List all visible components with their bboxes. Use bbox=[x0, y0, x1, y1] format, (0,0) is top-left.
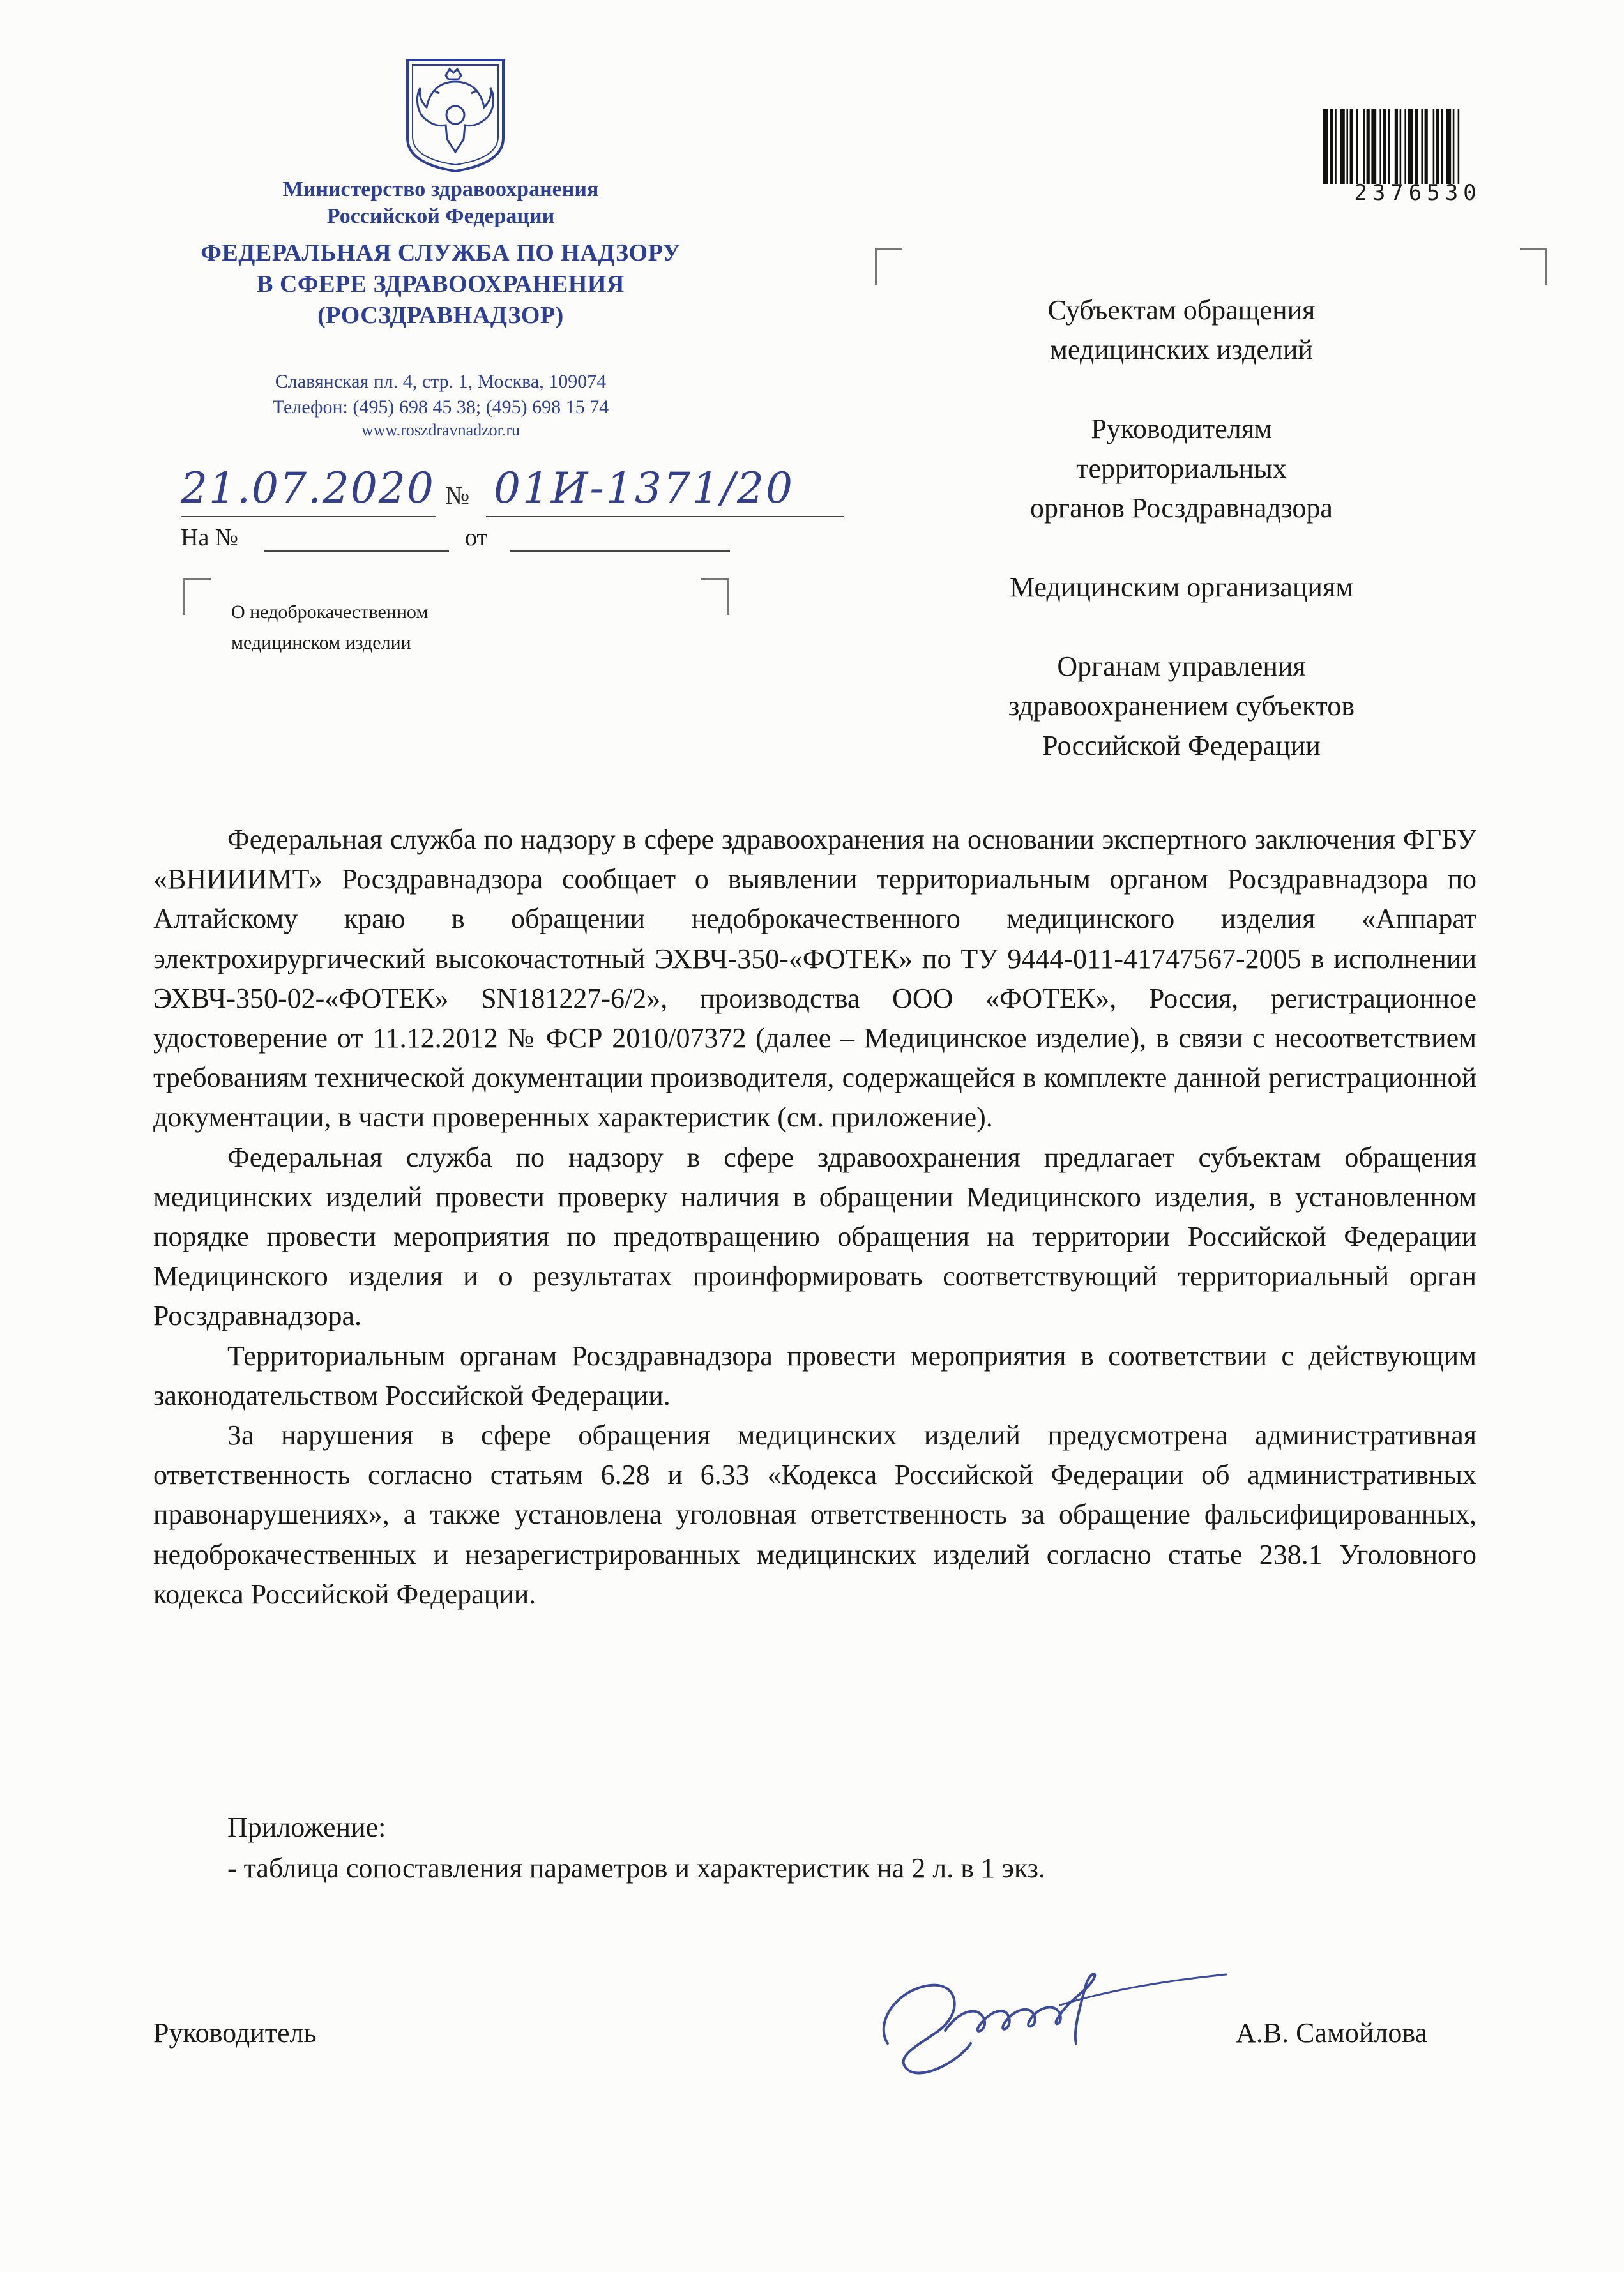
ministry-line-2: Российской Федерации bbox=[326, 204, 555, 228]
barcode-bar bbox=[1367, 109, 1370, 184]
addressee-bracket-right bbox=[1520, 248, 1547, 285]
addressee-line: территориальных bbox=[1076, 453, 1287, 484]
barcode-bar bbox=[1421, 109, 1423, 184]
barcode-bar bbox=[1330, 109, 1333, 184]
ministry-line-1: Министерство здравоохранения bbox=[282, 178, 599, 201]
addressee-line: медицинских изделий bbox=[1050, 334, 1313, 365]
barcode-bar bbox=[1436, 109, 1439, 184]
subject-line-2: медицинском изделии bbox=[231, 632, 411, 653]
registration-number-sign: № bbox=[445, 481, 470, 510]
phone: Телефон: (495) 698 45 38; (495) 698 15 74 bbox=[272, 397, 609, 418]
barcode-bar bbox=[1441, 109, 1443, 184]
barcode-bar bbox=[1404, 109, 1406, 184]
barcode-bar bbox=[1388, 109, 1390, 184]
barcode-bar bbox=[1379, 109, 1381, 184]
service-line-2: В СФЕРЕ ЗДРАВООХРАНЕНИЯ bbox=[257, 271, 625, 298]
barcode-bar bbox=[1453, 109, 1455, 184]
reply-number-label: На № bbox=[181, 524, 239, 551]
registration-line bbox=[181, 461, 858, 531]
barcode-bar bbox=[1323, 109, 1328, 184]
barcode-number: 2376530 bbox=[1354, 180, 1482, 206]
registration-date: 21.07.2020 bbox=[181, 464, 435, 513]
service-line-3: (РОСЗДРАВНАДЗОР) bbox=[317, 302, 564, 329]
barcode-bar bbox=[1350, 109, 1353, 184]
subject-bracket-right bbox=[701, 578, 729, 615]
addressee-line: Органам управления bbox=[1057, 651, 1306, 682]
handwritten-signature-icon bbox=[869, 1935, 1264, 2088]
addressee-line: здравоохранением субъектов bbox=[1008, 690, 1355, 722]
subject-bracket-left bbox=[183, 578, 211, 615]
subject-line-1: О недоброкачественном bbox=[231, 602, 429, 623]
barcode-bar bbox=[1356, 109, 1358, 184]
barcode-bar bbox=[1371, 109, 1376, 184]
body-paragraph: За нарушения в сфере обращения медицинских изделий предусмотрена административная ответственность согласно статьям 6.28 и 6.33 «Кодекса Российской Федерации об административных правонарушениях», а также установлена уголовная ответственность за обращение фальсифицированных, недоброкачественных и незарегистрированных медицинских изделий согласно статье 238.1 Уголовного кодекса Российской Федерации. bbox=[153, 1420, 1476, 1610]
double-headed-eagle-emblem-icon bbox=[401, 56, 510, 174]
service-line-1: ФЕДЕРАЛЬНАЯ СЛУЖБА ПО НАДЗОРУ bbox=[201, 239, 681, 266]
barcode-bar bbox=[1340, 109, 1345, 184]
barcode-bar bbox=[1363, 109, 1365, 184]
barcode-bar bbox=[1400, 109, 1402, 184]
barcode-bar bbox=[1433, 109, 1435, 184]
attachment bbox=[227, 1807, 1441, 1889]
service-name bbox=[160, 238, 722, 331]
addressee bbox=[907, 568, 1456, 607]
contact-block bbox=[160, 369, 722, 441]
body-paragraph: Территориальным органам Росздравнадзора провести мероприятия в соответствии с действующим законодательством Российской Федерации. bbox=[153, 1340, 1476, 1411]
letter-body bbox=[153, 820, 1476, 1614]
registration-number: 01И-1371/20 bbox=[494, 464, 795, 513]
addressee-line: органов Росздравнадзора bbox=[1030, 492, 1333, 524]
address: Славянская пл. 4, стр. 1, Москва, 109074 bbox=[275, 371, 607, 392]
barcode-bar bbox=[1395, 109, 1398, 184]
addressee-line: Российской Федерации bbox=[1042, 730, 1321, 761]
reply-reference-line bbox=[181, 524, 743, 556]
body-paragraph: Федеральная служба по надзору в сфере здравоохранения на основании экспертного заключения ФГБУ «ВНИИИМТ» Росздравнадзора сообщает о выявлении территориальным органом Росздравнадзора по Алтайскому краю в обращении недоброкачественного медицинского изделия «Аппарат электрохирургический высокочастотный ЭХВЧ-350-«ФОТЕК» по ТУ 9444-011-41747567-2005 в исполнении ЭХВЧ-350-02-«ФОТЕК» SN181227-6/2», производства ООО «ФОТЕК», Россия, регистрационное удостоверение от 11.12.2012 № ФСР 2010/07372 (далее – Медицинское изделие), в связи с несоответствием требованиям технической документации производителя, содержащейся в комплекте данной регистрационной документации, в части проверенных характеристик (см. приложение). bbox=[153, 824, 1476, 1133]
attachment-label: Приложение: bbox=[227, 1812, 386, 1843]
signatory-title: Руководитель bbox=[153, 2017, 317, 2049]
website: www.roszdravnadzor.ru bbox=[361, 421, 520, 439]
addressee-line: Субъектам обращения bbox=[1047, 294, 1316, 326]
barcode bbox=[1322, 109, 1514, 184]
barcode-bar bbox=[1346, 109, 1348, 184]
addressee-list bbox=[907, 291, 1456, 805]
addressee bbox=[907, 647, 1456, 766]
attachment-item: - таблица сопоставления параметров и характеристик на 2 л. в 1 экз. bbox=[227, 1852, 1046, 1884]
barcode-bar bbox=[1335, 109, 1337, 184]
addressee-bracket-left bbox=[875, 248, 902, 285]
barcode-bar bbox=[1425, 109, 1428, 184]
addressee bbox=[907, 291, 1456, 370]
barcode-bar bbox=[1458, 109, 1460, 184]
body-paragraph: Федеральная служба по надзору в сфере здравоохранения предлагает субъектам обращения медицинских изделий провести проверку наличия в обращении Медицинского изделия, в установленном порядке провести мероприятия по предотвращению обращения на территории Российской Федерации Медицинского изделия и о результатах проинформировать соответствующий территориальный орган Росздравнадзора. bbox=[153, 1141, 1476, 1332]
subject bbox=[231, 597, 550, 658]
signatory-name: А.В. Самойлова bbox=[1236, 2017, 1428, 2049]
barcode-bar bbox=[1415, 109, 1418, 184]
addressee-line: Медицинским организациям bbox=[1009, 572, 1354, 603]
addressee bbox=[907, 409, 1456, 528]
reply-from-label: от bbox=[465, 524, 488, 551]
barcode-bar bbox=[1383, 109, 1386, 184]
addressee-line: Руководителям bbox=[1091, 413, 1272, 444]
barcode-bar bbox=[1446, 109, 1451, 184]
barcode-bar bbox=[1408, 109, 1413, 184]
ministry-name bbox=[160, 176, 722, 230]
